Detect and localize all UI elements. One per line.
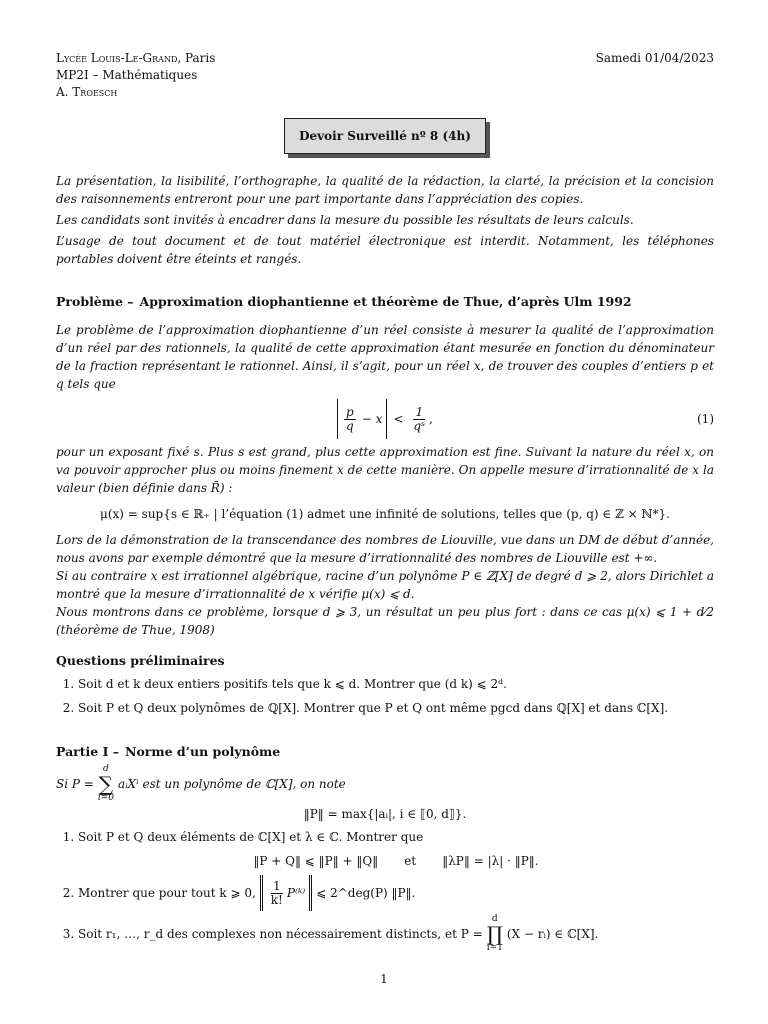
mu-def-text: μ(x) = sup{s ∈ ℝ₊ | l’équation (1) admet une infinité de solutions, telles que (p, q) ∈ ℤ × ℕ*}. — [100, 507, 670, 521]
problem-paragraph-4: Si au contraire x est irrationnel algébrique, racine d’un polynôme P ∈ ℤ[X] de degré d ⩾ 2, alors Dirichlet a montré que la mesure d’irrationnalité de x vérifie μ(x) ⩽ d. — [56, 569, 714, 601]
q1-text: Soit P et Q deux éléments de ℂ[X] et λ ∈ ℂ. Montrer que — [78, 830, 424, 844]
frac-den-qs: qˢ — [413, 418, 426, 433]
sum-bottom: i=0 — [97, 793, 114, 803]
preliminary-item-2: 2. Soit P et Q deux polynômes de ℚ[X]. Montrer que P et Q ont même pgcd dans ℚ[X] et dans ℂ[X]. — [78, 698, 714, 718]
preliminary-title: Questions préliminaires — [56, 653, 225, 668]
school-line — [56, 50, 215, 67]
preliminary-list — [56, 674, 714, 718]
problem-paragraph-1: Le problème de l’approximation diophantienne d’un réel consiste à mesurer la qualité de l’approximation d’un réel par des rationnels, la qualité de cette approximation étant mesurée en fonction du dénominateur de la fraction représentant le rationnel. Ainsi, il s’agit, pour un réel x, de trouver des couples d’entiers p et q tels que — [56, 323, 714, 391]
part1-title: Norme d’un polynôme — [125, 744, 281, 759]
preliminary-item-1: 1. Soit d et k deux entiers positifs tels que k ⩽ d. Montrer que (d k) ⩽ 2ᵈ. — [78, 674, 714, 694]
q2-frac-num: 1 — [273, 878, 281, 893]
q2-frac-den: k! — [270, 892, 283, 907]
fraction-1-qs — [411, 406, 427, 433]
sum-top: d — [103, 764, 109, 774]
q3-pre: 3. Soit r₁, …, r_d des complexes non nécessairement distincts, et P = — [78, 927, 483, 941]
exam-page — [56, 50, 714, 957]
sum-symbol: ∑ — [98, 772, 114, 796]
part1-label: Partie I – — [56, 744, 120, 759]
instructions — [56, 172, 714, 268]
q3-post: (X − rᵢ) ∈ ℂ[X]. — [506, 927, 599, 941]
norm-def-text: ‖P‖ = max{|aᵢ|, i ∈ ⟦0, d⟧}. — [303, 807, 467, 821]
q1-eq-a: ‖P + Q‖ ⩽ ‖P‖ + ‖Q‖ — [253, 854, 379, 868]
problem-title: Approximation diophantienne et théorème de Thue, d’après Ulm 1992 — [139, 294, 632, 309]
part1-q1 — [78, 827, 714, 871]
problem-heading — [56, 294, 714, 309]
q1-eq-b: ‖λP‖ = |λ| · ‖P‖. — [442, 854, 539, 868]
q3-line — [78, 915, 598, 953]
intro-term: aᵢXⁱ — [117, 777, 139, 791]
part1-section — [56, 744, 714, 953]
frac-num-one: 1 — [415, 404, 424, 419]
part1-intro — [56, 765, 714, 803]
less-than: < — [393, 412, 404, 426]
norm-definition — [56, 807, 714, 821]
teacher-name: Troesch — [72, 85, 118, 99]
part1-q3 — [78, 915, 714, 953]
exam-date: Samedi 01/04/2023 — [595, 51, 714, 65]
part1-list — [56, 827, 714, 953]
frac-den: q — [346, 418, 354, 433]
instruction-3: L’usage de tout document et de tout matériel électronique est interdit. Notamment, les téléphones portables doivent être éteints et rangés. — [56, 234, 714, 266]
minus-x: − x — [361, 412, 383, 426]
intro-pre: Si P = — [56, 777, 94, 791]
header — [56, 50, 714, 101]
exam-title: Devoir Surveillé nº 8 (4h) — [284, 118, 486, 154]
school-name: Lycée Louis-Le-Grand — [56, 51, 178, 65]
problem-paragraph-3: Lors de la démonstration de la transcendance des nombres de Liouville, vue dans un DM de début d’année, nous avons par exemple démontré que la mesure d’irrationnalité des nombres de Liouville est +∞. — [56, 533, 714, 565]
school-city: , Paris — [177, 51, 216, 65]
abs-value — [337, 399, 387, 439]
preliminary-section — [56, 653, 714, 718]
instruction-1: La présentation, la lisibilité, l’orthographe, la qualité de la rédaction, la clarté, la précision et la concision des raisonnements entreront pour une part importante dans l’appréciation des copies. — [56, 174, 714, 206]
problem-label: Problème – — [56, 294, 134, 309]
teacher-line — [56, 84, 215, 101]
mu-definition — [56, 507, 714, 521]
equation-number: (1) — [697, 412, 714, 426]
header-left — [56, 50, 215, 101]
frac-num: p — [346, 404, 354, 419]
q2-line — [78, 875, 415, 911]
prod-symbol: ∏ — [486, 922, 503, 946]
sum-operator — [98, 765, 114, 803]
class-name: MP2I – Mathématiques — [56, 68, 198, 82]
teacher-initial: A. — [56, 85, 73, 99]
problem-section — [56, 294, 714, 639]
equation-1 — [56, 399, 714, 439]
prod-top: d — [491, 914, 498, 924]
q1-et: et — [404, 854, 417, 868]
eq-comma: , — [429, 412, 433, 426]
fraction-p-q — [344, 406, 356, 433]
problem-paragraph-2: pour un exposant fixé s. Plus s est grand, plus cette approximation est fine. Suivant la nature du réel x, on va pouvoir approcher plus ou moins finement x de cette manière. On appelle mesure d’irrationnalité de x la valeur (bien définie dans R̄) : — [56, 445, 714, 495]
page-number: 1 — [380, 972, 388, 986]
prod-bottom: i=1 — [486, 943, 503, 953]
problem-paragraph-5: Nous montrons dans ce problème, lorsque d ⩾ 3, un résultat un peu plus fort : dans ce cas μ(x) ⩽ 1 + d⁄2 (théorème de Thue, 1908) — [56, 605, 714, 637]
part1-q2 — [78, 875, 714, 911]
prod-operator — [487, 915, 503, 953]
instruction-2: Les candidats sont invités à encadrer dans la mesure du possible les résultats de leurs calculs. — [56, 213, 634, 227]
part1-heading — [56, 744, 714, 759]
q2-norm — [260, 875, 312, 911]
q2-deriv: P⁽ᵏ⁾ — [286, 886, 306, 900]
title-wrap — [56, 118, 714, 154]
intro-post: est un polynôme de ℂ[X], on note — [142, 777, 346, 791]
q1-equations — [78, 851, 714, 871]
q2-fraction — [269, 880, 285, 907]
q2-pre: 2. Montrer que pour tout k ⩾ 0, — [78, 886, 256, 900]
q2-post: ⩽ 2^deg(P) ‖P‖. — [316, 886, 416, 900]
